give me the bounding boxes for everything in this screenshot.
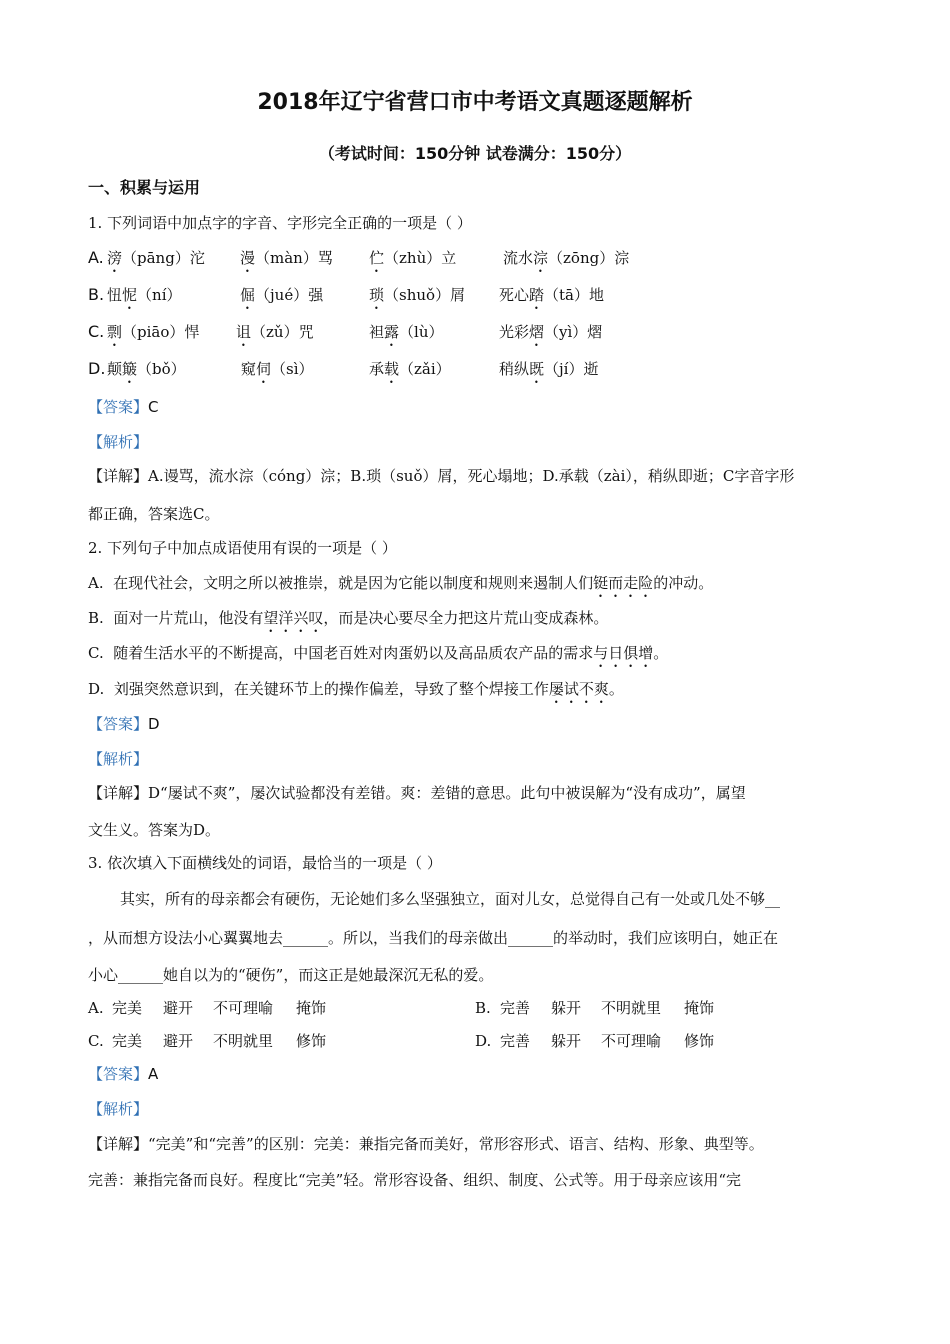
section-heading: 一、积累与运用 bbox=[88, 178, 201, 197]
option-word: 掩饰 bbox=[684, 999, 715, 1017]
dotted-char: 熠 bbox=[529, 323, 545, 341]
q2-option-d: D. 刘强突然意识到，在关键环节上的操作偏差，导致了整个焊接工作屡试不爽。 bbox=[88, 680, 624, 698]
dotted-char: 簸 bbox=[122, 360, 138, 378]
q2-option-a: A. 在现代社会，文明之所以被推崇，就是因为它能以制度和规则来遏制人们铤而走险的冲动。 bbox=[88, 574, 714, 592]
question-3-stem: 3. 依次填入下面横线处的词语，最恰当的一项是（ ） bbox=[88, 854, 442, 872]
q1-detail-line-1 bbox=[88, 466, 794, 486]
option-word: 完美 bbox=[112, 1032, 143, 1050]
dotted-char: 滂 bbox=[107, 249, 123, 267]
option-label: C. bbox=[88, 1032, 104, 1050]
dotted-char: 既 bbox=[529, 360, 545, 378]
q2-option-c: C. 随着生活水平的不断提高，中国老百姓对肉蛋奶以及高品质农产品的需求与日俱增。 bbox=[88, 644, 669, 662]
word-item: 伫（zhù）立 bbox=[369, 249, 457, 267]
dotted-char: 琐 bbox=[369, 286, 385, 304]
option-label: A. bbox=[88, 999, 104, 1017]
q3-detail-line-2: 完善：兼指完备而良好。程度比“完美”轻。常形容设备、组织、制度、公式等。用于母亲应该用“完 bbox=[88, 1171, 742, 1189]
dotted-char: 伺 bbox=[256, 360, 272, 378]
option-word: 不可理喻 bbox=[601, 1032, 662, 1050]
page-subtitle: （考试时间：150分钟 试卷满分：150分） bbox=[318, 144, 632, 163]
dotted-char: 剽 bbox=[107, 323, 123, 341]
q2-detail-line-1 bbox=[88, 783, 746, 803]
word-item: 忸怩（ní） bbox=[107, 286, 182, 304]
option-word: 完善 bbox=[500, 1032, 531, 1050]
option-word: 不可理喻 bbox=[213, 999, 274, 1017]
detail-tag: 【详解】 bbox=[88, 784, 149, 802]
dotted-idiom: 铤而走险 bbox=[593, 574, 654, 592]
option-label: B. bbox=[88, 609, 104, 627]
dotted-char: 踏 bbox=[529, 286, 545, 304]
dotted-char: 怩 bbox=[122, 286, 138, 304]
dotted-char: 伫 bbox=[369, 249, 385, 267]
q2-detail-line-2: 文生义。答案为D。 bbox=[88, 821, 221, 839]
dotted-char: 淙 bbox=[533, 249, 549, 267]
answer-tag: 【答案】 bbox=[88, 1065, 149, 1083]
q1-detail-line-2: 都正确，答案选C。 bbox=[88, 505, 220, 523]
question-1-stem-text: 1. 下列词语中加点字的字音、字形完全正确的一项是（ ） bbox=[88, 214, 472, 232]
question-2-stem: 2. 下列句子中加点成语使用有误的一项是（ ） bbox=[88, 539, 397, 557]
option-word: 避开 bbox=[163, 1032, 194, 1050]
option-label: B. bbox=[475, 999, 491, 1017]
option-word: 修饰 bbox=[296, 1032, 327, 1050]
option-word: 不明就里 bbox=[213, 1032, 274, 1050]
word-item: 流水淙（zōng）淙 bbox=[503, 249, 630, 267]
dotted-char: 露 bbox=[384, 323, 400, 341]
option-word: 完美 bbox=[112, 999, 143, 1017]
answer-value: A bbox=[148, 1065, 159, 1083]
option-label: B. bbox=[88, 285, 105, 304]
word-item: 漫（màn）骂 bbox=[240, 249, 333, 267]
word-item: 光彩熠（yì）熠 bbox=[499, 323, 603, 341]
word-item: 颠簸（bǒ） bbox=[107, 360, 186, 378]
q2-answer bbox=[88, 714, 160, 734]
option-label: A. bbox=[88, 248, 104, 267]
option-word: 修饰 bbox=[684, 1032, 715, 1050]
word-item: 窥伺（sì） bbox=[241, 360, 314, 378]
option-label: D. bbox=[475, 1032, 492, 1050]
page-title: 2018年辽宁省营口市中考语文真题逐题解析 bbox=[257, 90, 693, 115]
word-item: 承载（zǎi） bbox=[369, 360, 451, 378]
dotted-char: 诅 bbox=[236, 323, 252, 341]
option-word: 避开 bbox=[163, 999, 194, 1017]
detail-text: A.谩骂，流水淙（cóng）淙；B.琐（suǒ）屑，死心塌地；D.承载（zài），稍纵即逝；C字音字形 bbox=[148, 467, 795, 485]
answer-value: D bbox=[148, 715, 160, 733]
word-item: 滂（pāng）沱 bbox=[107, 249, 205, 267]
detail-text: “完美”和“完善”的区别：完美：兼指完备而美好，常形容形式、语言、结构、形象、典型等。 bbox=[148, 1135, 764, 1153]
word-item: 诅（zǔ）咒 bbox=[236, 323, 314, 341]
question-1-stem bbox=[88, 213, 472, 233]
q3-analysis-tag: 【解析】 bbox=[88, 1100, 149, 1118]
detail-tag: 【详解】 bbox=[88, 467, 149, 485]
q1-analysis-tag: 【解析】 bbox=[88, 433, 149, 451]
q3-passage-line-2: ，从而想方设法小心翼翼地去______。所以，当我们的母亲做出______的举动时，我们应该明白，她正在 bbox=[88, 929, 779, 947]
q3-passage-line-1: 其实，所有的母亲都会有硬伤，无论她们多么坚强独立，面对儿女，总觉得自己有一处或几处不够__ bbox=[120, 890, 781, 908]
dotted-idiom: 望洋兴叹 bbox=[263, 609, 324, 627]
q1-answer bbox=[88, 397, 159, 417]
option-word: 掩饰 bbox=[296, 999, 327, 1017]
option-word: 躲开 bbox=[551, 1032, 582, 1050]
option-word: 躲开 bbox=[551, 999, 582, 1017]
word-item: 琐（shuǒ）屑 bbox=[369, 286, 466, 304]
word-item: 死心踏（tā）地 bbox=[499, 286, 605, 304]
word-item: 剽（piāo）悍 bbox=[107, 323, 200, 341]
q3-detail-line-1 bbox=[88, 1134, 764, 1154]
option-word: 完善 bbox=[500, 999, 531, 1017]
detail-text: D“屡试不爽”，屡次试验都没有差错。爽：差错的意思。此句中被误解为“没有成功”，属望 bbox=[148, 784, 746, 802]
answer-tag: 【答案】 bbox=[88, 715, 149, 733]
option-word: 不明就里 bbox=[601, 999, 662, 1017]
word-item: 袒露（lù） bbox=[369, 323, 444, 341]
answer-tag: 【答案】 bbox=[88, 398, 149, 416]
word-item: 稍纵既（jí）逝 bbox=[499, 360, 599, 378]
option-label: A. bbox=[88, 574, 104, 592]
option-label: C. bbox=[88, 322, 105, 341]
option-label: D. bbox=[88, 359, 106, 378]
q2-option-b: B. 面对一片荒山，他没有望洋兴叹，而是决心要尽全力把这片荒山变成森林。 bbox=[88, 609, 609, 627]
word-item: 倔（jué）强 bbox=[240, 286, 324, 304]
option-label: D. bbox=[88, 680, 105, 698]
dotted-char: 倔 bbox=[240, 286, 256, 304]
answer-value: C bbox=[148, 398, 159, 416]
option-label: C. bbox=[88, 644, 104, 662]
dotted-idiom: 与日俱增 bbox=[593, 644, 654, 662]
dotted-idiom: 屡试不爽 bbox=[548, 680, 609, 698]
dotted-char: 漫 bbox=[240, 249, 256, 267]
dotted-char: 载 bbox=[384, 360, 400, 378]
q3-answer bbox=[88, 1064, 158, 1084]
detail-tag: 【详解】 bbox=[88, 1135, 149, 1153]
q2-analysis-tag: 【解析】 bbox=[88, 750, 149, 768]
q3-passage-line-3: 小心______她自以为的“硬伤”，而这正是她最深沉无私的爱。 bbox=[88, 966, 494, 984]
